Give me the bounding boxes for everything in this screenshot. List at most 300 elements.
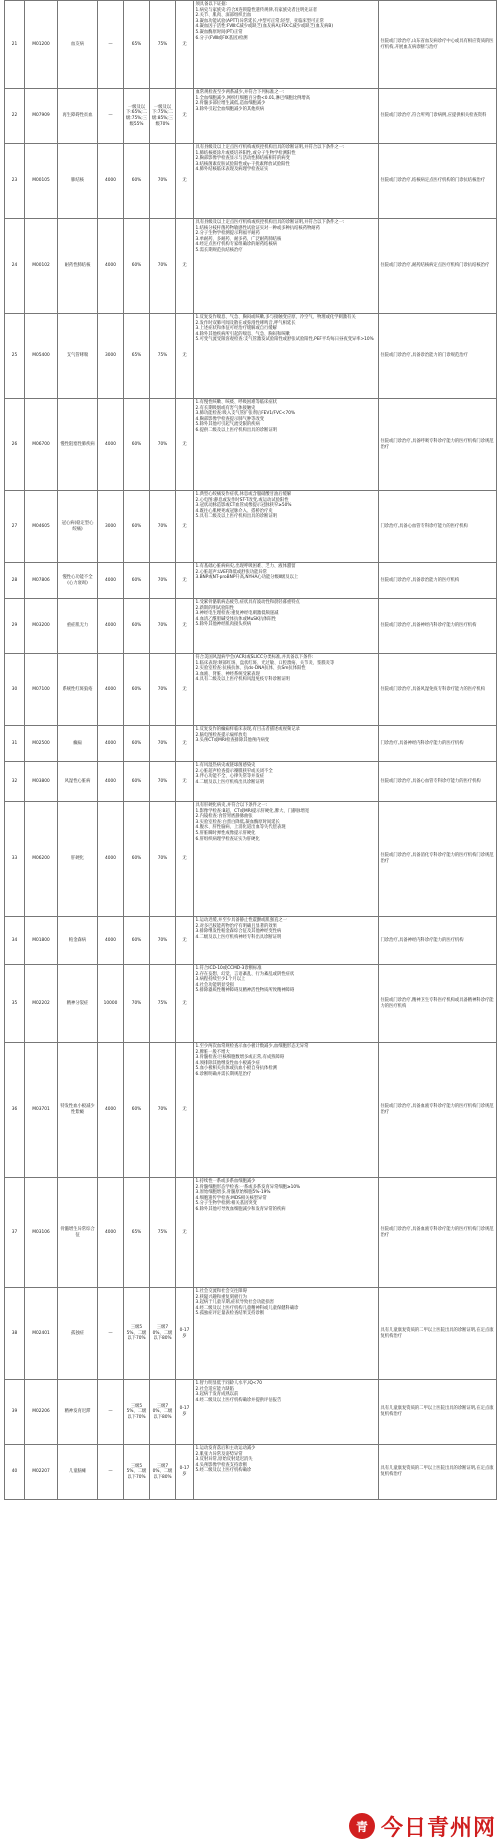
criteria-line: 5.肝脏瞬时弹性成像提示肝硬化 xyxy=(195,830,256,836)
row-number: 30 xyxy=(5,654,25,726)
reimburse-rate-1: 60% xyxy=(124,563,150,599)
disease-name: 肝硬化 xyxy=(58,802,98,917)
criteria-line: 4.胸部影像学检查提示肺气肿等改变 xyxy=(195,416,265,422)
reimburse-rate-2: 75% xyxy=(150,965,176,1043)
reimburse-rate-1: 70% xyxy=(124,965,150,1043)
reimburse-rate-2: 70% xyxy=(150,144,176,219)
disease-name: 肺结核 xyxy=(58,144,98,219)
reimburse-rate-2: 三级70%、二级以下80% xyxy=(150,1445,176,1500)
row-number: 26 xyxy=(5,399,25,491)
table-row xyxy=(5,563,497,599)
disease-code: M02202 xyxy=(25,965,58,1043)
treatment-scope: 住院或门诊治疗,具备风湿免疫专科诊疗能力的医疗机构 xyxy=(379,654,497,726)
row-number: 33 xyxy=(5,802,25,917)
limit-amount: 4000 xyxy=(98,563,124,599)
table-row xyxy=(5,399,497,491)
disease-code: M07100 xyxy=(25,654,58,726)
limit-amount: 4000 xyxy=(98,802,124,917)
disease-name: 血友病 xyxy=(58,1,98,89)
treatment-scope: 住院或门诊治疗,具备血液专科诊疗能力的医疗机构门诊规范治疗 xyxy=(379,1178,497,1288)
row-number: 24 xyxy=(5,219,25,314)
criteria-line: 2.新斯的明试验阳性 xyxy=(195,605,234,611)
disease-code: M02206 xyxy=(25,1380,58,1445)
disease-name: 系统性红斑狼疮 xyxy=(58,654,98,726)
limit-amount: 4000 xyxy=(98,144,124,219)
criteria-line: 2.心脏超声检查提示瓣膜狭窄或关闭不全 xyxy=(195,768,273,774)
diagnostic-criteria xyxy=(194,762,379,802)
disease-name: 冠心病(稳定型心绞痛) xyxy=(58,491,98,563)
treatment-scope: 住院或门诊治疗,符合所列门诊病例,应提供相关检查资料 xyxy=(379,89,497,144)
diagnostic-criteria xyxy=(194,1,379,89)
disease-code: M02207 xyxy=(25,1445,58,1500)
age-limit: 无 xyxy=(176,89,194,144)
diagnostic-criteria xyxy=(194,1043,379,1178)
diagnostic-criteria xyxy=(194,219,379,314)
criteria-line: 3.结核菌素皮肤试验阳性或γ-干扰素释放试验阳性 xyxy=(195,161,290,167)
criteria-line: 2.内镜检查:食管胃底静脉曲张 xyxy=(195,814,253,820)
row-number: 35 xyxy=(5,965,25,1043)
reimburse-rate-1: 60% xyxy=(124,726,150,762)
criteria-line: 2.发作时双肺可闻及散在或弥漫性哮鸣音,呼气相延长 xyxy=(195,320,296,326)
disease-name: 特发性血小板减少性紫癜 xyxy=(58,1043,98,1178)
age-limit: 无 xyxy=(176,1043,194,1178)
diagnostic-criteria xyxy=(194,563,379,599)
disease-name: 慢性心功能不全(心力衰竭) xyxy=(58,563,98,599)
diagnostic-criteria xyxy=(194,89,379,144)
limit-amount: — xyxy=(98,89,124,144)
row-number: 38 xyxy=(5,1288,25,1380)
criteria-line: 2.分子生物学检测提示利福平耐药 xyxy=(195,231,260,237)
table-row xyxy=(5,144,497,219)
criteria-line: 4.须排除其他继发性血小板减少症 xyxy=(195,1060,260,1066)
criteria-line: 2.关节、肌肉、深部组织出血 xyxy=(195,13,252,19)
treatment-scope: 住院或门诊治疗,精神卫生专科医疗机构或具备精神科诊疗能力的医疗机构 xyxy=(379,965,497,1043)
reimburse-rate-1: 65% xyxy=(124,1,150,89)
reimburse-rate-1: 三级55%、二级以下70% xyxy=(124,1445,150,1500)
age-limit: 无 xyxy=(176,314,194,399)
criteria-line: 2.心电图:静息或发作时ST-T改变,或运动试验阳性 xyxy=(195,497,289,503)
criteria-line: 2.脾脏一般不增大 xyxy=(195,1049,230,1055)
age-limit: 无 xyxy=(176,917,194,965)
criteria-line: 3.原始细胞增多,骨髓原始细胞5%-19% xyxy=(195,1190,271,1196)
site-name: 今日青州网 xyxy=(380,1815,496,1841)
criteria-line: 1.智力明显低于同龄人水平,IQ<70 xyxy=(195,1381,262,1386)
criteria-line: 3.除外引起全血细胞减少的其他疾病 xyxy=(195,106,265,112)
criteria-line: 4.肺外结核临床表现及病理学检查证实 xyxy=(195,167,269,173)
limit-amount: 4000 xyxy=(98,599,124,654)
site-watermark xyxy=(326,1809,496,1843)
reimburse-rate-1: 三级55%、二级以下70% xyxy=(124,1288,150,1380)
disease-code: M07909 xyxy=(25,89,58,144)
limit-amount: — xyxy=(98,1,124,89)
reimburse-rate-2: 75% xyxy=(150,1178,176,1288)
diagnostic-criteria xyxy=(194,399,379,491)
disease-table xyxy=(4,0,497,1500)
criteria-line: 5.需长期规范抗结核治疗 xyxy=(195,247,243,253)
treatment-scope: 住院或门诊治疗,具备诊治能力的门诊规范治疗 xyxy=(379,314,497,399)
criteria-line: 1.临床表现:颊部红斑、盘状红斑、光过敏、口腔溃疡、关节炎、浆膜炎等 xyxy=(195,660,335,666)
criteria-line: 4.经定点医疗机构专家组确诊的耐药结核病 xyxy=(195,242,277,248)
diagnostic-criteria xyxy=(194,802,379,917)
criteria-line: 1.病史与家族史:符合X连锁隐性遗传规律,有家族史者注明先证者 xyxy=(195,7,318,13)
criteria-line: 2.脑电图检查提示痫样放电 xyxy=(195,732,247,738)
criteria-line: 4.经二级及以上医疗机构儿童精神科或儿童保健科确诊 xyxy=(195,1305,299,1311)
table-row xyxy=(5,654,497,726)
criteria-line: 3.起病于发育成熟以前 xyxy=(195,1392,239,1398)
reimburse-rate-1: 60% xyxy=(124,802,150,917)
age-limit: 无 xyxy=(176,1,194,89)
criteria-line: 1.典型心绞痛发作症状,休息或含服硝酸甘油后缓解 xyxy=(195,492,292,497)
table-row xyxy=(5,1,497,89)
criteria-line: 5.除外其他神经肌肉接头疾病 xyxy=(195,622,252,628)
row-number: 37 xyxy=(5,1178,25,1288)
reimburse-rate-1: 60% xyxy=(124,917,150,965)
criteria-line: 1.受累骨骼肌病态疲劳,症状具有波动性和晨轻暮重特点 xyxy=(195,600,300,605)
criteria-line: 5.排除器质性精神障碍及精神活性物质所致精神障碍 xyxy=(195,988,295,994)
treatment-scope: 门诊治疗,具备神经内科诊疗能力的医疗机构 xyxy=(379,917,497,965)
criteria-line: 1.肺结核痰涂片或痰培养阳性,或分子生物学检测阳性 xyxy=(195,150,296,156)
limit-amount: 4000 xyxy=(98,654,124,726)
age-limit: 无 xyxy=(176,563,194,599)
limit-amount: 4000 xyxy=(98,762,124,802)
criteria-line: 1.至少两次血常规检查示血小板计数减少,血细胞形态无异常 xyxy=(195,1044,309,1049)
age-limit: 无 xyxy=(176,219,194,314)
treatment-scope: 门诊治疗,具备心血管专科诊疗能力的医疗机构 xyxy=(379,491,497,563)
treatment-scope: 门诊治疗,具备神经内科诊疗能力的医疗机构 xyxy=(379,726,497,762)
disease-name: 孤独症 xyxy=(58,1288,98,1380)
criteria-line: 6.分子(FⅧ或FⅨ基因)检测 xyxy=(195,35,248,41)
criteria-line: 6.除外其他可导致血细胞减少和发育异常的疾病 xyxy=(195,1206,286,1212)
criteria-line: 3.伴心功能不全、心律失常等并发症 xyxy=(195,774,265,780)
criteria-line: 4.除外其他疾病所引起的喘息、气急、胸闷和咳嗽 xyxy=(195,331,290,337)
reimburse-rate-2: 70% xyxy=(150,599,176,654)
disease-name: 骨髓增生异常综合征 xyxy=(58,1178,98,1288)
criteria-line: 具有县级及以上定点医疗机构或疾控机构出具的诊断证明,并符合以下条件之一: xyxy=(195,220,345,225)
diagnostic-criteria xyxy=(194,1380,379,1445)
row-number: 32 xyxy=(5,762,25,802)
criteria-line: 4.血清乙酰胆碱受体抗体或MuSK抗体阳性 xyxy=(195,616,277,622)
table-row xyxy=(5,802,497,917)
criteria-line: 具有肝硬化病史,并符合以下条件之一: xyxy=(195,803,268,808)
criteria-line: 4.经二级及以上医疗机构确诊并提供评估报告 xyxy=(195,1397,282,1403)
diagnostic-criteria xyxy=(194,314,379,399)
disease-code: M03701 xyxy=(25,1043,58,1178)
reimburse-rate-1: 60% xyxy=(124,144,150,219)
diagnostic-criteria xyxy=(194,965,379,1043)
criteria-line: 4.二级及以上医疗机构神经专科出具诊断证明 xyxy=(195,934,282,940)
disease-code: M01200 xyxy=(25,1,58,89)
criteria-line: 3.肺功能检查:吸入支气管扩张剂后FEV1/FVC<70% xyxy=(195,411,296,417)
age-limit: 无 xyxy=(176,599,194,654)
criteria-line: 2.狭隘兴趣和重复刻板行为 xyxy=(195,1294,247,1300)
criteria-line: 3.凝血功能试验(APTT)异常延长,中型可正常;轻型、亚临床型可正常 xyxy=(195,18,324,24)
age-limit: 无 xyxy=(176,399,194,491)
row-number: 25 xyxy=(5,314,25,399)
age-limit: 无 xyxy=(176,144,194,219)
disease-code: M01800 xyxy=(25,917,58,965)
criteria-line: 1.全血细胞减少,网织红细胞百分数<0.01,淋巴细胞比例增高 xyxy=(195,95,311,101)
table-row xyxy=(5,219,497,314)
reimburse-rate-2: 70% xyxy=(150,654,176,726)
criteria-line: 5.经二级及以上医疗机构确诊 xyxy=(195,1468,252,1474)
row-number: 23 xyxy=(5,144,25,219)
table-row xyxy=(5,1043,497,1178)
criteria-line: 5.除外其他可引起气流受限的疾病 xyxy=(195,422,260,428)
criteria-line: 1.反复发作喘息、气急、胸闷或咳嗽,多与接触变应原、冷空气、物理或化学刺激有关 xyxy=(195,315,356,320)
treatment-scope: 具有儿童康复资质的二甲以上医院出具的诊断证明,在定点康复机构治疗 xyxy=(379,1380,497,1445)
table-row xyxy=(5,762,497,802)
table-row xyxy=(5,491,497,563)
table-row xyxy=(5,1380,497,1445)
table-row xyxy=(5,89,497,144)
limit-amount: 4000 xyxy=(98,1178,124,1288)
criteria-line: 4.头颅影像学检查支持诊断 xyxy=(195,1462,247,1468)
criteria-line: 1.有基础心脏病病史,出现呼吸困难、乏力、液体潴留 xyxy=(195,564,296,569)
criteria-line: 3.排除继发性帕金森综合征及其他神经变性病 xyxy=(195,929,282,935)
age-limit: 无 xyxy=(176,726,194,762)
disease-code: M03200 xyxy=(25,599,58,654)
criteria-line: 2.骨髓多部位增生减低,造血细胞减少 xyxy=(195,101,266,107)
disease-code: M03800 xyxy=(25,762,58,802)
treatment-scope: 住院或门诊治疗,结核病定点医疗机构的门诊抗结核治疗 xyxy=(379,144,497,219)
criteria-line: 4.具有二级及以上医疗机构风湿免疫专科诊断证明 xyxy=(195,677,290,683)
criteria-line: 3.血液、肾脏、神经系统受累表现 xyxy=(195,671,260,677)
diagnostic-criteria xyxy=(194,654,379,726)
reimburse-rate-1: 60% xyxy=(124,599,150,654)
criteria-line: 6.提供二级及以上医疗机构出具的诊断证明 xyxy=(195,427,277,433)
row-number: 31 xyxy=(5,726,25,762)
reimburse-rate-2: 70% xyxy=(150,726,176,762)
criteria-line: 3.上述症状和体征可经治疗缓解或自行缓解 xyxy=(195,326,277,332)
row-number: 39 xyxy=(5,1380,25,1445)
criteria-line: 3.反射异常,原始反射延迟消失 xyxy=(195,1457,253,1463)
treatment-scope: 住院或门诊治疗,具备呼吸专科诊疗能力的医疗机构门诊规范治疗 xyxy=(379,399,497,491)
table-row xyxy=(5,965,497,1043)
disease-code: M06200 xyxy=(25,802,58,917)
treatment-scope: 住院或门诊治疗,山东省血友病诊疗中心或具有相应资质的医疗机构,开展血友病诊断与治疗 xyxy=(379,1,497,89)
disease-name: 风湿性心脏病 xyxy=(58,762,98,802)
criteria-line: 3.冠状动脉造影或CT血管成像提示冠脉狭窄≥50% xyxy=(195,503,292,509)
reimburse-rate-1: 60% xyxy=(124,1043,150,1178)
reimburse-rate-1: 60% xyxy=(124,491,150,563)
criteria-line: 1.持续性一系或多系血细胞减少 xyxy=(195,1179,256,1184)
criteria-line: 3.实验室检查:白蛋白降低,凝血酶原时间延长 xyxy=(195,819,280,825)
criteria-line: 2.存在妄想、幻觉、言语紊乱、行为紊乱或阴性症状 xyxy=(195,971,295,977)
row-number: 22 xyxy=(5,89,25,144)
criteria-line: 3.BNP或NT-proBNP升高,NYHA心功能分级Ⅱ级及以上 xyxy=(195,575,299,581)
reimburse-rate-2: 70% xyxy=(150,1043,176,1178)
criteria-line: 5.凝血酶原时间(PT)正常 xyxy=(195,29,243,35)
criteria-line: 5.可变气流受限客观检查:支气管激发试验阳性或舒张试验阳性,PEF平均每日昼夜变异率>10% xyxy=(195,337,374,343)
table-row xyxy=(5,917,497,965)
age-limit: 无 xyxy=(176,1178,194,1288)
limit-amount: 4000 xyxy=(98,399,124,491)
diagnostic-criteria xyxy=(194,917,379,965)
reimburse-rate-2: 70% xyxy=(150,802,176,917)
criteria-line: 4.腹水、肝性脑病、上消化道出血等失代偿表现 xyxy=(195,825,286,831)
criteria-line: 1.运动发育落后和主动运动减少 xyxy=(195,1446,256,1451)
diagnostic-criteria xyxy=(194,1178,379,1288)
criteria-line: 6.诊断明确并需长期规范治疗 xyxy=(195,1071,252,1077)
criteria-line: 须具备以下证据: xyxy=(195,2,228,7)
row-number: 21 xyxy=(5,1,25,89)
reimburse-rate-1: 三级55%、二级以下70% xyxy=(124,1380,150,1445)
treatment-scope: 具有儿童康复资质的二甲以上医院出具的诊断证明,在定点康复机构治疗 xyxy=(379,1445,497,1500)
reimburse-rate-2: 70% xyxy=(150,219,176,314)
reimburse-rate-2: 75% xyxy=(150,1,176,89)
criteria-line: 1.有慢性咳嗽、咳痰、呼吸困难等临床症状 xyxy=(195,400,277,405)
treatment-scope: 住院或门诊治疗,耐药结核病定点医疗机构门诊抗结核治疗 xyxy=(379,219,497,314)
limit-amount: 4000 xyxy=(98,726,124,762)
limit-amount: — xyxy=(98,1380,124,1445)
limit-amount: — xyxy=(98,1288,124,1380)
disease-name: 慢性阻塞性肺疾病 xyxy=(58,399,98,491)
reimburse-rate-1: 60% xyxy=(124,762,150,802)
age-limit: 0-17岁 xyxy=(176,1445,194,1500)
criteria-line: 1.反复发作的癫痫样临床表现,有目击者描述或视频记录 xyxy=(195,727,300,732)
treatment-scope: 具有儿童康复资质的二甲以上医院出具的诊断证明,在定点康复机构治疗 xyxy=(379,1288,497,1380)
criteria-line: 具有县级及以上定点医疗机构或疾控机构出具的诊断证明,并符合以下条件之一: xyxy=(195,145,345,150)
row-number: 28 xyxy=(5,563,25,599)
criteria-line: 4.二级及以上医疗机构出具诊断证明 xyxy=(195,779,265,785)
disease-name: 再生障碍性贫血 xyxy=(58,89,98,144)
table-row xyxy=(5,314,497,399)
age-limit: 无 xyxy=(176,491,194,563)
limit-amount: 3000 xyxy=(98,491,124,563)
row-number: 27 xyxy=(5,491,25,563)
criteria-line: 2.肌张力异常及姿势异常 xyxy=(195,1451,243,1457)
disease-name: 精神发育迟滞 xyxy=(58,1380,98,1445)
criteria-line: 符合美国风湿病学会(ACR)或SLICC分类标准,并具备以下条件: xyxy=(195,655,314,660)
criteria-line: 3.单耐药、多耐药、耐多药、广泛耐药肺结核 xyxy=(195,236,282,242)
age-limit: 无 xyxy=(176,654,194,726)
treatment-scope: 住院或门诊治疗,具备消化专科诊疗能力的医疗机构门诊规范治疗 xyxy=(379,802,497,917)
criteria-line: 3.神经电生理检查:重复神经电刺激低频递减 xyxy=(195,611,279,617)
criteria-line: 3.起病于儿童早期,症状导致社会功能损害 xyxy=(195,1300,275,1306)
criteria-line: 2.实验室检查:抗核抗体、抗ds-DNA抗体、抗Sm抗体阳性 xyxy=(195,666,306,672)
criteria-line: 血常规检查至少两系减少,并符合下列标准之一: xyxy=(195,90,285,95)
criteria-line: 2.对多巴胺能药物治疗有明确且显著的效果 xyxy=(195,923,277,929)
criteria-line: 4.社会功能明显受损 xyxy=(195,982,234,988)
site-logo: 青 xyxy=(349,1813,375,1839)
criteria-line: 5.具有二级及以上医疗机构出具的诊断证明 xyxy=(195,514,277,520)
criteria-line: 5.孤独症评定量表检查结果支持诊断 xyxy=(195,1311,265,1317)
diagnostic-criteria xyxy=(194,491,379,563)
reimburse-rate-1: 60% xyxy=(124,219,150,314)
treatment-scope: 住院或门诊治疗,具备神经内科诊疗能力的医疗机构 xyxy=(379,599,497,654)
criteria-line: 1.符合ICD-10或CCMD-3诊断标准 xyxy=(195,966,262,971)
criteria-line: 4.凝血因子活性:FⅧ:C减少或缺乏(血友病A);FⅨ:C减少或缺乏(血友病B) xyxy=(195,24,334,30)
criteria-line: 6.肝组织病理学检查证实为肝硬化 xyxy=(195,836,260,842)
disease-name: 儿童脑瘫 xyxy=(58,1445,98,1500)
disease-code: M07806 xyxy=(25,563,58,599)
table-row xyxy=(5,1178,497,1288)
disease-name: 帕金森病 xyxy=(58,917,98,965)
reimburse-rate-2: 70% xyxy=(150,762,176,802)
criteria-line: 3.头颅CT或MRI检查排除其他颅内病变 xyxy=(195,738,270,744)
reimburse-rate-2: 70% xyxy=(150,563,176,599)
row-number: 29 xyxy=(5,599,25,654)
disease-code: M00102 xyxy=(25,219,58,314)
disease-name: 支气管哮喘 xyxy=(58,314,98,399)
diagnostic-criteria xyxy=(194,599,379,654)
criteria-line: 3.病程持续至少1个月以上 xyxy=(195,977,246,983)
row-number: 36 xyxy=(5,1043,25,1178)
diagnostic-criteria xyxy=(194,726,379,762)
criteria-line: 2.心脏超声:LVEF降低或舒张功能异常 xyxy=(195,569,267,575)
table-row xyxy=(5,1288,497,1380)
age-limit: 无 xyxy=(176,762,194,802)
table-row xyxy=(5,599,497,654)
diagnostic-criteria xyxy=(194,1445,379,1500)
criteria-line: 1.结核分枝杆菌药物敏感性试验证实对一种或多种抗结核药物耐药 xyxy=(195,225,320,231)
reimburse-rate-2: 三级70%、二级以下80% xyxy=(150,1380,176,1445)
reimburse-rate-2: 70% xyxy=(150,917,176,965)
criteria-line: 1.运动迟缓,并至少具备静止性震颤或肌强直之一 xyxy=(195,918,287,923)
criteria-line: 3.骨髓检查:巨核细胞数增多或正常,有成熟障碍 xyxy=(195,1055,285,1061)
disease-name: 重症肌无力 xyxy=(58,599,98,654)
reimburse-rate-1: 65% xyxy=(124,314,150,399)
disease-code: M00105 xyxy=(25,144,58,219)
criteria-line: 2.胸部影像学检查显示与活动性肺结核相符的病变 xyxy=(195,156,290,162)
treatment-scope: 住院或门诊治疗,具备诊治能力的医疗机构 xyxy=(379,563,497,599)
criteria-line: 2.有长期吸烟或有害气体接触史 xyxy=(195,405,256,411)
criteria-line: 5.分子生物学检测:相关基因突变 xyxy=(195,1201,257,1207)
disease-code: M06700 xyxy=(25,399,58,491)
disease-code: M02401 xyxy=(25,1288,58,1380)
limit-amount: 4000 xyxy=(98,917,124,965)
table-row xyxy=(5,726,497,762)
criteria-line: 4.既往心肌梗死或冠脉介入、搭桥治疗史 xyxy=(195,508,273,514)
treatment-scope: 住院或门诊治疗,具备血液专科诊疗能力的医疗机构门诊规范治疗 xyxy=(379,1043,497,1178)
reimburse-rate-2: 一级及以下:75%;二级:85%;三级70% xyxy=(150,89,176,144)
disease-code: M02500 xyxy=(25,726,58,762)
limit-amount: 4000 xyxy=(98,1043,124,1178)
criteria-line: 2.社会适应能力缺陷 xyxy=(195,1386,234,1392)
age-limit: 无 xyxy=(176,802,194,917)
limit-amount: 3000 xyxy=(98,314,124,399)
age-limit: 0-17岁 xyxy=(176,1380,194,1445)
reimburse-rate-1: 60% xyxy=(124,399,150,491)
diagnostic-criteria xyxy=(194,144,379,219)
criteria-line: 5.血小板相关抗体或抗血小板自身抗体检测 xyxy=(195,1066,277,1072)
reimburse-rate-2: 70% xyxy=(150,399,176,491)
reimburse-rate-2: 70% xyxy=(150,491,176,563)
reimburse-rate-2: 三级70%、二级以下80% xyxy=(150,1288,176,1380)
treatment-scope: 住院或门诊治疗,具备心血管专科诊疗能力的医疗机构 xyxy=(379,762,497,802)
age-limit: 无 xyxy=(176,965,194,1043)
disease-name: 癫痫 xyxy=(58,726,98,762)
disease-code: M04605 xyxy=(25,491,58,563)
table-row xyxy=(5,1445,497,1500)
reimburse-rate-1: 一级及以下:65%;二级:75%;三级55% xyxy=(124,89,150,144)
reimburse-rate-1: 65% xyxy=(124,1178,150,1288)
reimburse-rate-2: 75% xyxy=(150,314,176,399)
reimburse-rate-1: 60% xyxy=(124,654,150,726)
age-limit: 0-17岁 xyxy=(176,1288,194,1380)
limit-amount: 10000 xyxy=(98,965,124,1043)
disease-name: 精神分裂症 xyxy=(58,965,98,1043)
limit-amount: — xyxy=(98,1445,124,1500)
row-number: 40 xyxy=(5,1445,25,1500)
disease-code: M03106 xyxy=(25,1178,58,1288)
disease-code: M05400 xyxy=(25,314,58,399)
row-number: 34 xyxy=(5,917,25,965)
criteria-line: 1.影像学检查:B超、CT或MRI提示肝硬化,脾大、门静脉增宽 xyxy=(195,808,310,814)
limit-amount: 4000 xyxy=(98,219,124,314)
criteria-line: 2.骨髓细胞形态学检查:一系或多系发育异常细胞≥10% xyxy=(195,1184,301,1190)
criteria-line: 1.有风湿热病史或链球菌感染史 xyxy=(195,763,256,768)
